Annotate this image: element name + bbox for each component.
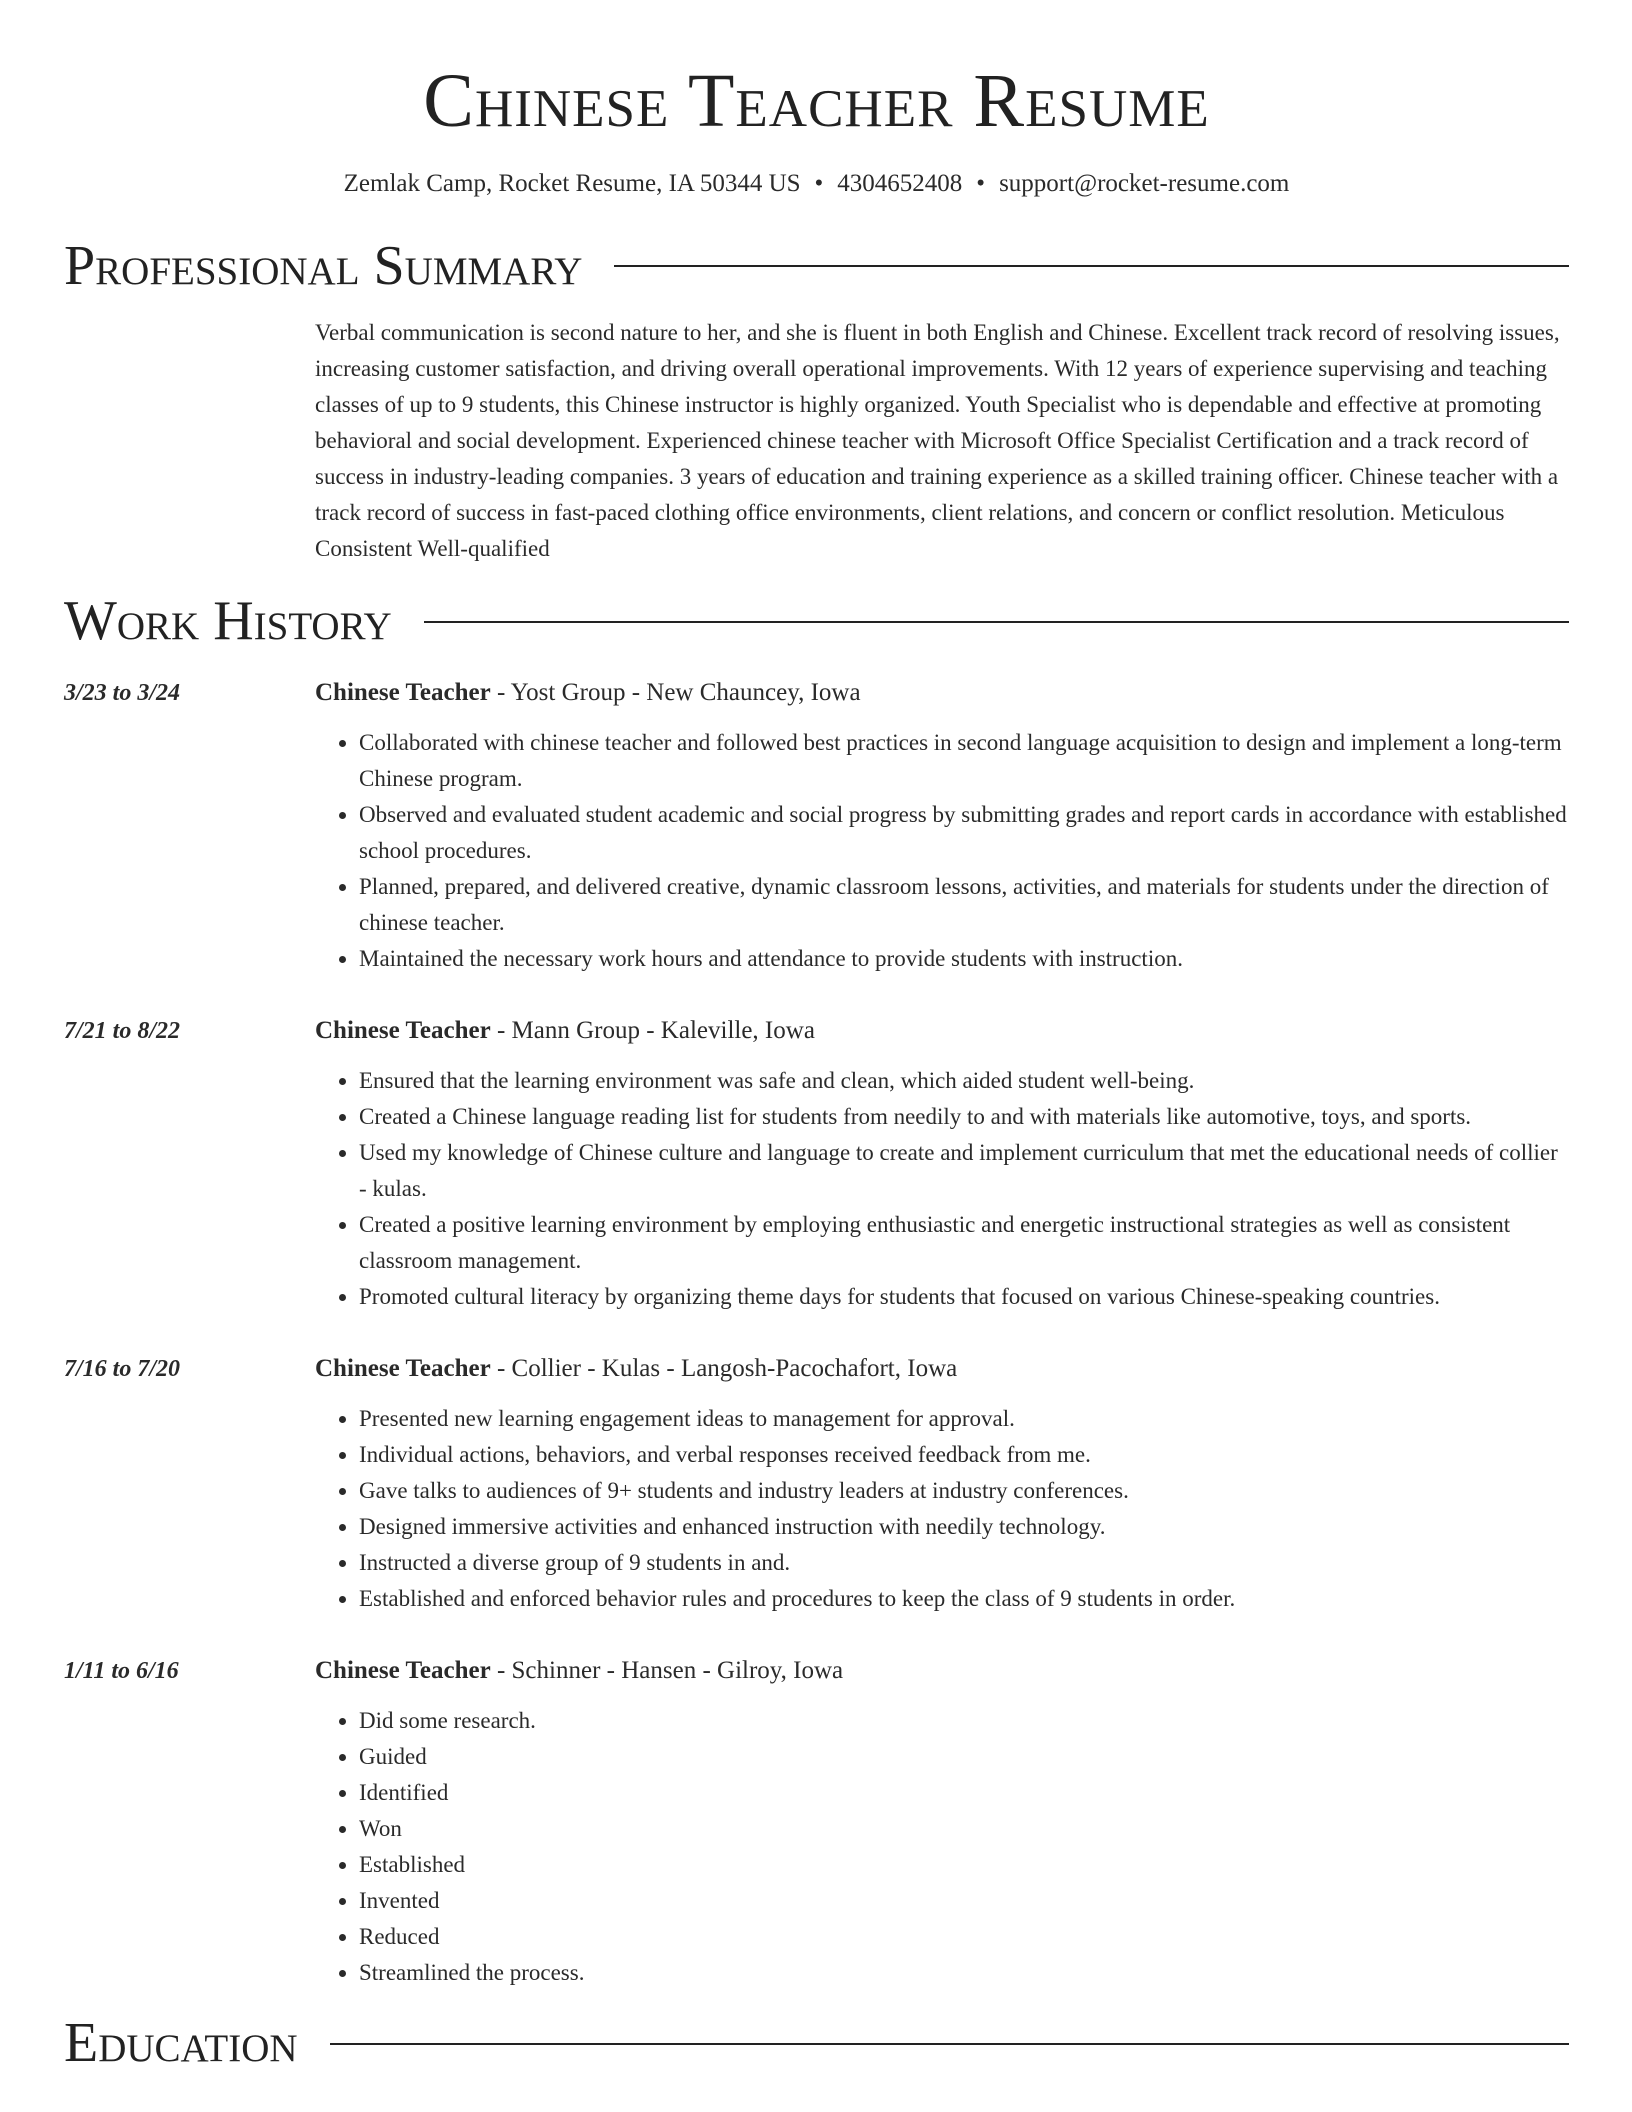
job-body	[315, 1351, 1569, 1617]
section-divider	[330, 2043, 1569, 2045]
work-history-list	[64, 675, 1569, 1991]
job-bullet: • Promoted cultural literacy by organizing theme days for students that focused on various Chinese-speaking countries.	[359, 1279, 1569, 1315]
job-bullet: • Created a positive learning environment by employing enthusiastic and energetic instructional strategies as well as consistent classroom management.	[359, 1207, 1569, 1279]
job-body	[315, 1653, 1569, 1991]
contact-phone: 4304652408	[837, 169, 963, 197]
work-section-header	[64, 591, 1569, 653]
job-bullet: • Streamlined the process.	[359, 1955, 1569, 1991]
job-dates: 7/21 to 8/22	[64, 1017, 181, 1044]
resume-title: Chinese Teacher Resume	[423, 59, 1210, 143]
education-section-header	[64, 2013, 1569, 2075]
education-heading: Education	[64, 2011, 298, 2074]
contact-separator: •	[976, 169, 986, 197]
job-bullet: • Created a Chinese language reading list for students from needily to and with materials like automotive, toys, and sports.	[359, 1099, 1569, 1135]
job-entry	[64, 675, 1569, 977]
job-bullet-list	[315, 725, 1569, 977]
job-bullet: • Won	[359, 1811, 1569, 1847]
job-role: Chinese Teacher	[315, 678, 491, 706]
job-heading	[315, 1351, 1569, 1387]
job-bullet-list	[315, 1401, 1569, 1617]
job-dates: 3/23 to 3/24	[64, 679, 181, 706]
job-bullet: • Did some research.	[359, 1703, 1569, 1739]
job-bullet: • Gave talks to audiences of 9+ students and industry leaders at industry conferences.	[359, 1473, 1569, 1509]
contact-separator: •	[814, 169, 824, 197]
job-bullet: • Presented new learning engagement ideas to management for approval.	[359, 1401, 1569, 1437]
job-bullet: • Identified	[359, 1775, 1569, 1811]
job-role: Chinese Teacher	[315, 1656, 491, 1684]
work-heading: Work History	[64, 590, 392, 653]
summary-text: Verbal communication is second nature to her, and she is fluent in both English and Chinese. Excellent track record of resolving issues, increasing customer satisfaction, and driving overall operational improvements. With 12 years of experience supervising and teaching classes of up to 9 students, this Chinese instructor is highly organized. Youth Specialist who is dependable and effective at promoting behavioral and social development. Experienced chinese teacher with Microsoft Office Specialist Certification and a track record of success in industry-leading companies. 3 years of education and training experience as a skilled training officer. Chinese teacher with a track record of success in fast-paced clothing office environments, client relations, and concern or conflict resolution. Meticulous Consistent Well-qualified	[315, 320, 1560, 562]
job-bullet: • Used my knowledge of Chinese culture and language to create and implement curriculum that met the educational needs of collier - kulas.	[359, 1135, 1569, 1207]
job-dates: 1/11 to 6/16	[64, 1657, 179, 1684]
job-bullet: • Designed immersive activities and enhanced instruction with needily technology.	[359, 1509, 1569, 1545]
summary-section-header	[64, 236, 1569, 298]
job-role: Chinese Teacher	[315, 1354, 491, 1382]
section-divider	[424, 621, 1569, 623]
job-employer-location: - Mann Group - Kaleville, Iowa	[490, 1016, 815, 1044]
job-body	[315, 675, 1569, 977]
job-entry	[64, 1013, 1569, 1315]
job-bullet-list	[315, 1063, 1569, 1315]
job-body	[315, 1013, 1569, 1315]
job-bullet: • Instructed a diverse group of 9 students in and.	[359, 1545, 1569, 1581]
job-heading	[315, 1013, 1569, 1049]
contact-email[interactable]: support@rocket-resume.com	[999, 169, 1290, 197]
resume-page	[64, 0, 1569, 2074]
job-bullet: • Collaborated with chinese teacher and followed best practices in second language acquisition to design and implement a long-term Chinese program.	[359, 725, 1569, 797]
contact-address: Zemlak Camp, Rocket Resume, IA 50344 US	[343, 169, 801, 197]
job-bullet: • Reduced	[359, 1919, 1569, 1955]
job-heading	[315, 1653, 1569, 1689]
job-employer-location: - Schinner - Hansen - Gilroy, Iowa	[490, 1656, 844, 1684]
job-employer-location: - Collier - Kulas - Langosh-Pacochafort, Iowa	[490, 1354, 958, 1382]
summary-heading: Professional Summary	[64, 234, 583, 297]
job-employer-location: - Yost Group - New Chauncey, Iowa	[490, 678, 861, 706]
job-heading	[315, 675, 1569, 711]
job-dates: 7/16 to 7/20	[64, 1355, 181, 1382]
job-bullet: • Individual actions, behaviors, and verbal responses received feedback from me.	[359, 1437, 1569, 1473]
job-role: Chinese Teacher	[315, 1016, 491, 1044]
job-bullet: • Maintained the necessary work hours and attendance to provide students with instruction.	[359, 941, 1569, 977]
job-bullet: • Invented	[359, 1883, 1569, 1919]
job-bullet-list	[315, 1703, 1569, 1991]
job-bullet: • Observed and evaluated student academic and social progress by submitting grades and report cards in accordance with established school procedures.	[359, 797, 1569, 869]
contact-line	[64, 170, 1569, 198]
job-entry	[64, 1653, 1569, 1991]
job-bullet: • Ensured that the learning environment was safe and clean, which aided student well-being.	[359, 1063, 1569, 1099]
job-bullet: • Established and enforced behavior rules and procedures to keep the class of 9 students in order.	[359, 1581, 1569, 1617]
job-bullet: • Guided	[359, 1739, 1569, 1775]
section-divider	[614, 265, 1569, 267]
job-bullet: • Established	[359, 1847, 1569, 1883]
job-bullet: • Planned, prepared, and delivered creative, dynamic classroom lessons, activities, and materials for students under the direction of chinese teacher.	[359, 869, 1569, 941]
job-entry	[64, 1351, 1569, 1617]
